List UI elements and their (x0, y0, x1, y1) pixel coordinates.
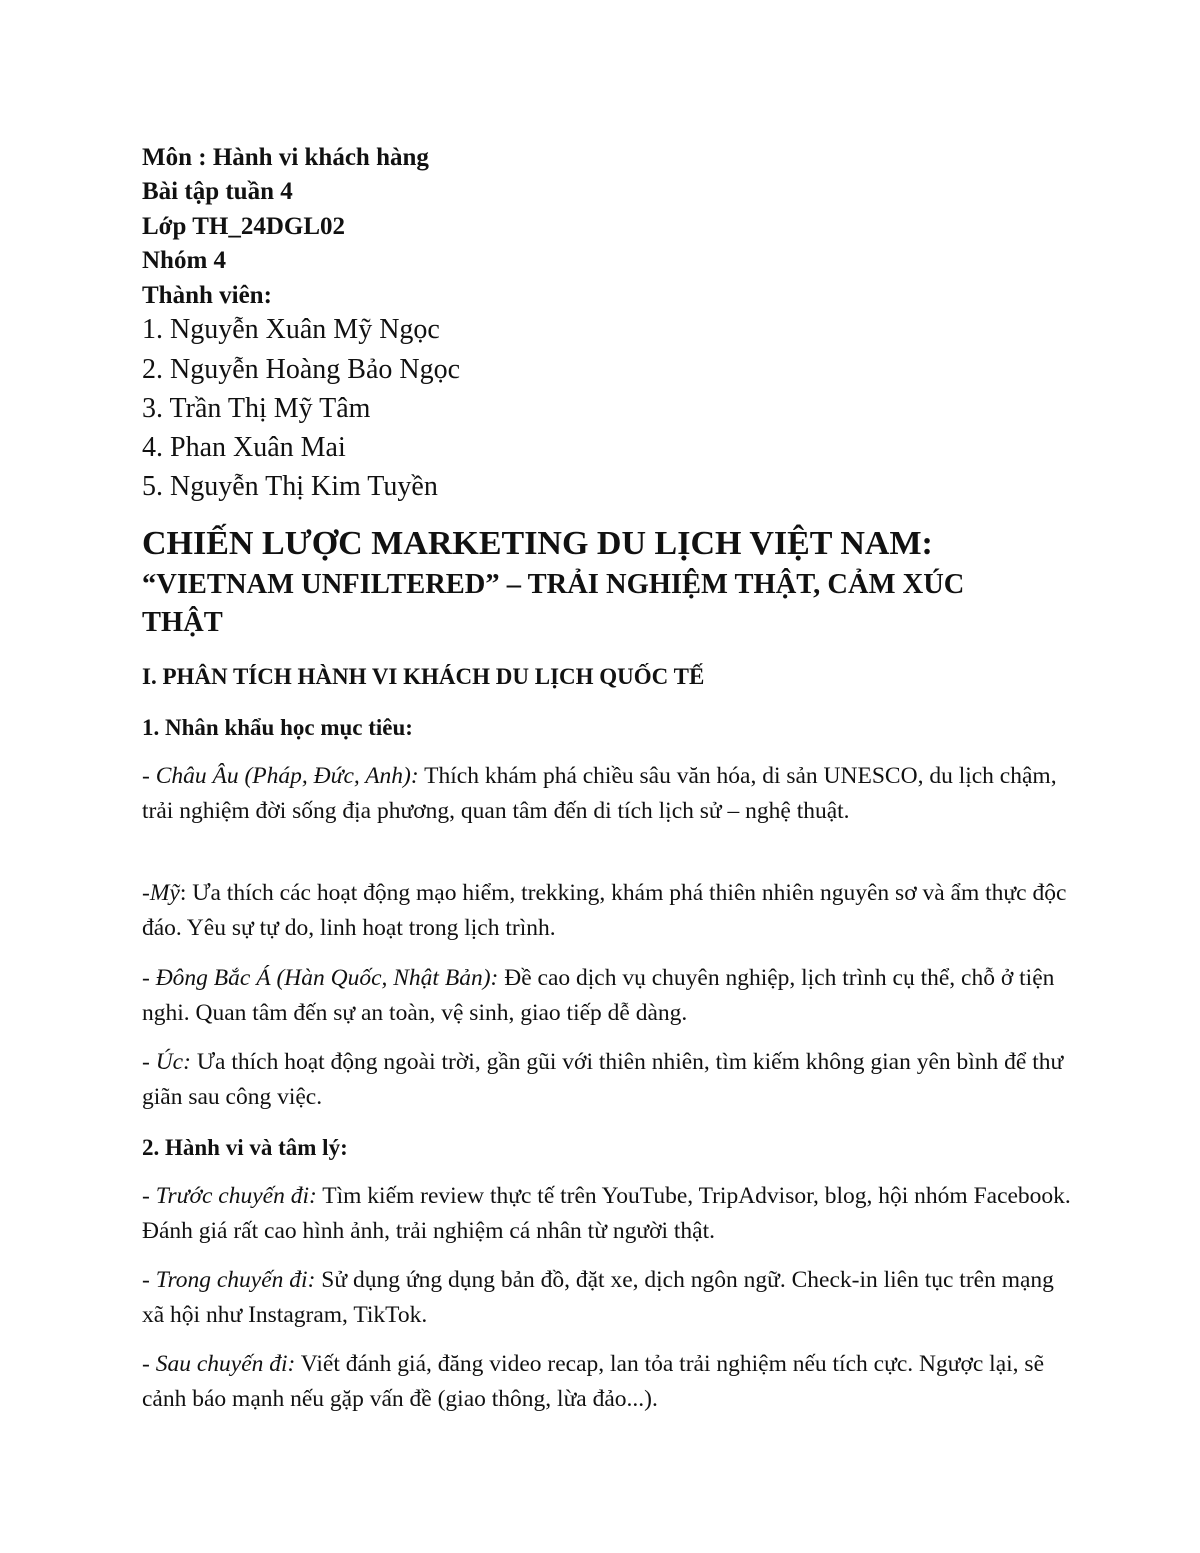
bullet-dash: - (142, 1049, 156, 1075)
bullet-dash: - (142, 763, 156, 789)
paragraph-label: Đông Bắc Á (Hàn Quốc, Nhật Bản): (155, 965, 499, 991)
bullet-dash: - (142, 1267, 156, 1293)
paragraph-text: Viết đánh giá, đăng video recap, lan tỏa trải nghiệm nếu tích cực. Ngược lại, sẽ cảnh báo mạnh nếu gặp vấn đề (giao thông, lừa đảo...). (142, 1351, 1044, 1412)
section-heading: I. PHÂN TÍCH HÀNH VI KHÁCH DU LỊCH QUỐC TẾ (142, 664, 705, 689)
paragraph (142, 961, 1077, 1031)
paragraph-text: Tìm kiếm review thực tế trên YouTube, TripAdvisor, blog, hội nhóm Facebook. Đánh giá rất cao hình ảnh, trải nghiệm cá nhân từ người thật. (142, 1183, 1071, 1244)
member-item: 1. Nguyễn Xuân Mỹ Ngọc (142, 314, 440, 345)
class-line: Lớp TH_24DGL02 (142, 213, 346, 240)
subsection-heading: 2. Hành vi và tâm lý: (142, 1135, 348, 1160)
bullet-dash: - (142, 965, 156, 991)
paragraph-text: Ưa thích hoạt động ngoài trời, gần gũi với thiên nhiên, tìm kiếm không gian yên bình để thư giãn sau công việc. (142, 1049, 1064, 1110)
paragraph (142, 1045, 1077, 1115)
document-subtitle-continued: THẬT (142, 607, 223, 638)
paragraph (142, 759, 1077, 829)
paragraph (142, 1263, 1077, 1333)
paragraph-label: Úc: (155, 1049, 191, 1075)
paragraph-text: : Ưa thích các hoạt động mạo hiểm, trekking, khám phá thiên nhiên nguyên sơ và ẩm thực độc đáo. Yêu sự tự do, linh hoạt trong lịch trình. (142, 880, 1067, 941)
bullet-dash: - (142, 880, 150, 906)
paragraph-label: Trước chuyến đi: (155, 1183, 317, 1209)
subject-line: Môn : Hành vi khách hàng (142, 144, 429, 171)
member-item: 2. Nguyễn Hoàng Bảo Ngọc (142, 354, 461, 385)
member-item: 3. Trần Thị Mỹ Tâm (142, 393, 371, 424)
paragraph-label: Trong chuyến đi: (155, 1267, 316, 1293)
paragraph-label: Mỹ (149, 880, 180, 906)
member-item: 5. Nguyễn Thị Kim Tuyền (142, 471, 438, 502)
paragraph-text: Đề cao dịch vụ chuyên nghiệp, lịch trình cụ thể, chỗ ở tiện nghi. Quan tâm đến sự an toàn, vệ sinh, giao tiếp dễ dàng. (142, 965, 1055, 1026)
document-title: CHIẾN LƯỢC MARKETING DU LỊCH VIỆT NAM: (142, 525, 933, 562)
bullet-dash: - (142, 1183, 156, 1209)
paragraph-label: Sau chuyến đi: (155, 1351, 296, 1377)
paragraph (142, 1179, 1077, 1249)
subsection-heading: 1. Nhân khẩu học mục tiêu: (142, 715, 413, 740)
members-label: Thành viên: (142, 282, 272, 309)
group-line: Nhóm 4 (142, 247, 227, 274)
member-item: 4. Phan Xuân Mai (142, 432, 346, 463)
document-subtitle: “VIETNAM UNFILTERED” – TRẢI NGHIỆM THẬT, CẢM XÚC (142, 569, 965, 600)
paragraph-label: Châu Âu (Pháp, Đức, Anh): (155, 763, 419, 789)
bullet-dash: - (142, 1351, 156, 1377)
assignment-line: Bài tập tuần 4 (142, 178, 293, 205)
paragraph-text: Thích khám phá chiều sâu văn hóa, di sản UNESCO, du lịch chậm, trải nghiệm đời sống địa phương, quan tâm đến di tích lịch sử – nghệ thuật. (142, 763, 1057, 824)
paragraph (142, 876, 1077, 946)
paragraph (142, 1347, 1077, 1417)
paragraph-text: Sử dụng ứng dụng bản đồ, đặt xe, dịch ngôn ngữ. Check-in liên tục trên mạng xã hội như Instagram, TikTok. (142, 1267, 1054, 1328)
